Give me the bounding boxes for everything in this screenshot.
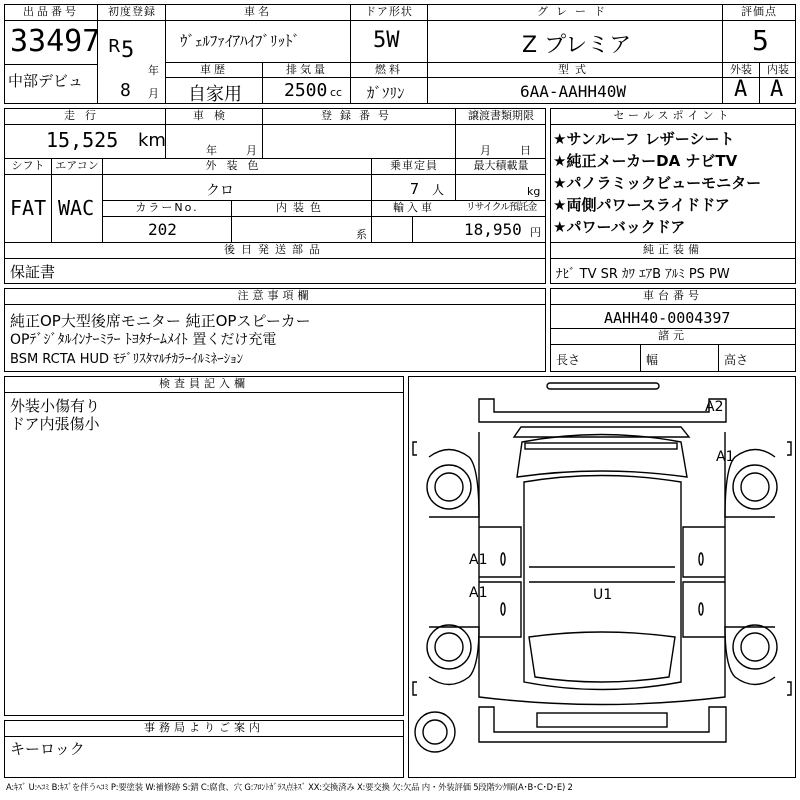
exterior-label: 外装 <box>730 63 752 76</box>
front-right-wheel <box>733 465 777 509</box>
interior-grade: A <box>770 77 784 102</box>
sales-point-label: セールスポイント <box>613 109 733 122</box>
chassis-label: 車台番号 <box>643 289 703 302</box>
specs-label: 諸元 <box>658 329 688 342</box>
shift-label: シフト <box>11 159 45 172</box>
capacity-label: 乗車定員 <box>390 159 438 172</box>
chassis-number: AAHH40-0004397 <box>604 309 731 327</box>
displacement: 2500 <box>284 80 328 101</box>
ac-label: エアコン <box>55 159 99 172</box>
damage-mark-u1: U1 <box>593 587 613 603</box>
inspection-label: 車検 <box>193 109 235 122</box>
fuel: ｶﾞｿﾘﾝ <box>367 84 405 102</box>
history-label: 車歴 <box>200 63 228 76</box>
transfer-month-unit: 月 <box>480 144 491 157</box>
legend: A:ｷｽﾞ U:ﾍｺﾐ B:ｷｽﾞを伴うﾍｺﾐ P:要塗装 W:補修跡 S:錆 C:腐食、穴 G:ﾌﾛﾝﾄｶﾞﾗｽ点ｷｽﾞ XX:交換済み X:要交換 欠:欠品 内・外装評価 5段階ﾗﾝｸ順(A･B･C･D･E) 2 <box>6 782 573 792</box>
sales-point: ★パノラミックビューモニター <box>553 174 762 192</box>
year-unit: 年 <box>148 64 159 77</box>
reg-month: 8 <box>120 80 131 101</box>
later-parts-label: 後日発送部品 <box>224 243 326 256</box>
registration-number-label: 登録番号 <box>321 109 397 122</box>
note-line: 純正OP大型後席モニター 純正OPスピーカー <box>10 312 311 330</box>
damage-diagram <box>408 376 796 778</box>
sales-point: ★純正メーカーDA ナビTV <box>553 152 738 170</box>
displacement-unit: cc <box>330 86 343 99</box>
lot-number-label: 出品番号 <box>23 5 79 18</box>
lot-note: 中部デビュ <box>8 72 84 90</box>
sales-point: ★両側パワースライドドア <box>553 196 730 214</box>
later-parts: 保証書 <box>10 263 56 281</box>
door-label: ドア形状 <box>365 5 413 18</box>
sales-point: ★パワーバックドア <box>553 218 686 236</box>
max-load-unit: kg <box>527 185 541 198</box>
model-code: 6AA-AAHH40W <box>520 82 626 101</box>
exterior-color: クロ <box>206 183 234 199</box>
mileage-label: 走行 <box>64 109 106 122</box>
color-number: 202 <box>148 220 177 239</box>
office-note: キーロック <box>10 740 85 758</box>
max-load-label: 最大積載量 <box>473 159 529 172</box>
capacity: 7 <box>410 180 420 198</box>
note-line: OPﾃﾞｼﾞﾀﾙｲﾝﾅｰﾐﾗｰ ﾄﾖﾀﾁｰﾑﾒｲﾄ 置くだけ充電 <box>10 332 277 348</box>
shift: FAT <box>10 196 47 220</box>
spare-wheel <box>415 712 455 752</box>
capacity-unit: 人 <box>432 183 445 197</box>
exterior-color-label: 外装色 <box>205 159 269 172</box>
sales-point: ★サンルーフ レザーシート <box>553 130 735 148</box>
office-label: 事務局よりご案内 <box>144 721 264 734</box>
transfer-day-unit: 日 <box>520 144 531 157</box>
car-name: ｳﾞｪﾙﾌｧｲｱﾊｲﾌﾞﾘｯﾄﾞ <box>180 32 301 50</box>
recycle-deposit-unit: 円 <box>530 226 541 239</box>
inspector-note: ドア内張傷小 <box>10 415 100 433</box>
damage-mark-a1: A1 <box>469 552 488 568</box>
rear-left-wheel <box>427 625 471 669</box>
recycle-deposit: 18,950 <box>464 220 522 239</box>
front-left-wheel <box>427 465 471 509</box>
inspector-label: 検査員記入欄 <box>159 377 249 390</box>
recycle-deposit-label: リサイクル預託金 <box>465 202 537 213</box>
grade: Z プレミア <box>522 33 632 58</box>
car-diagram <box>409 377 795 777</box>
exterior-grade: A <box>734 77 748 102</box>
equipment: ﾅﾋﾞ TV SR ｶﾜ ｴｱB ｱﾙﾐ PS PW <box>556 267 730 282</box>
color-number-label: カラーNo. <box>135 201 199 214</box>
inspection-year-unit: 年 <box>206 144 217 157</box>
damage-mark-a1: A1 <box>469 585 488 601</box>
door-type: 5W <box>373 28 400 53</box>
rear-right-wheel <box>733 625 777 669</box>
interior-color-label: 内装色 <box>276 201 327 214</box>
score: 5 <box>752 24 769 57</box>
displacement-label: 排気量 <box>286 63 328 76</box>
notes-label: 注意事項欄 <box>237 289 313 302</box>
mileage-unit: km <box>138 130 166 151</box>
damage-mark-a1: A1 <box>716 449 735 465</box>
score-label: 評価点 <box>741 5 777 18</box>
inspection-month-unit: 月 <box>246 144 257 157</box>
interior-label: 内装 <box>767 63 789 76</box>
first-registration-label: 初度登録 <box>108 5 156 18</box>
history: 自家用 <box>188 84 242 105</box>
model-label: 型式 <box>558 63 592 76</box>
lot-number: 33497 <box>10 24 101 59</box>
import-label: 輸入車 <box>393 201 435 214</box>
inspector-note: 外装小傷有り <box>10 397 101 415</box>
width-label: 幅 <box>646 353 659 367</box>
damage-mark-a2: A2 <box>705 399 724 415</box>
transfer-deadline-label: 譲渡書類期限 <box>468 109 534 122</box>
grade-label: グレード <box>537 5 613 18</box>
month-unit: 月 <box>148 87 159 100</box>
note-line: BSM RCTA HUD ﾓﾃﾞﾘｽﾀﾏﾙﾁｶﾗｰｲﾙﾐﾈｰｼｮﾝ <box>10 352 244 367</box>
car-name-label: 車名 <box>244 5 272 18</box>
height-label: 高さ <box>724 353 749 367</box>
reg-year: 5 <box>121 38 135 63</box>
interior-color-unit: 系 <box>356 228 367 241</box>
era: R <box>108 36 121 57</box>
mileage: 15,525 <box>46 128 119 152</box>
ac: WAC <box>58 196 95 220</box>
length-label: 長さ <box>556 353 581 367</box>
fuel-label: 燃料 <box>375 63 403 76</box>
equipment-label: 純正装備 <box>643 243 703 256</box>
